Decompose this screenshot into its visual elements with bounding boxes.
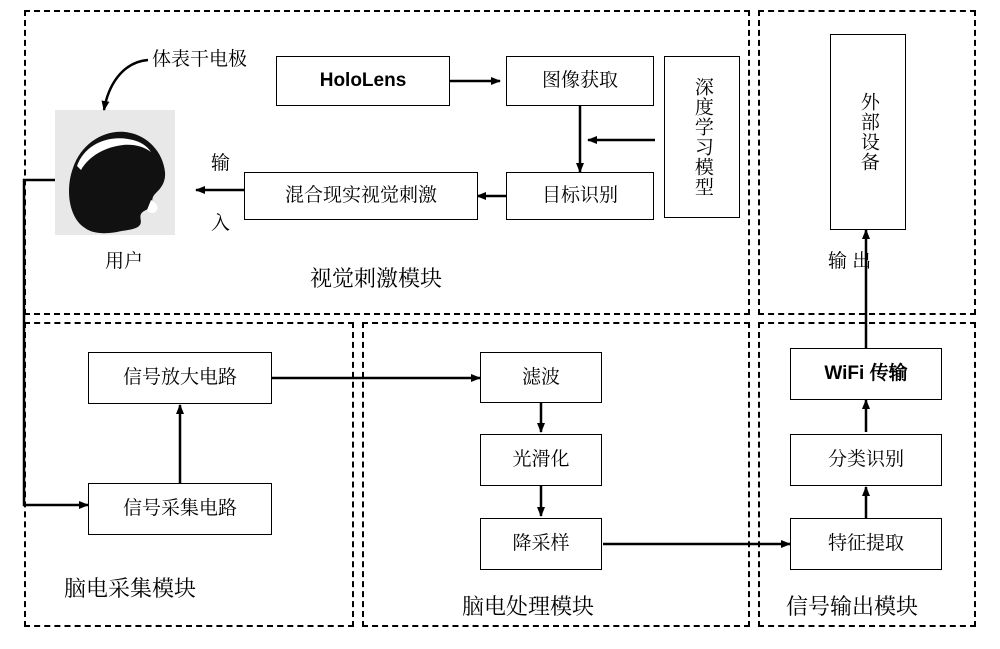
box-deep-learning-model[interactable]: 深度学习模型 <box>664 56 740 218</box>
module-title-eeg-processing: 脑电处理模块 <box>462 594 595 619</box>
box-mixed-reality-stimulus[interactable]: 混合现实视觉刺激 <box>244 172 478 220</box>
label-output: 输 出 <box>828 251 872 272</box>
box-smoothing[interactable]: 光滑化 <box>480 434 602 486</box>
label-input-character-2: 入 <box>211 213 231 234</box>
box-target-recognition[interactable]: 目标识别 <box>506 172 654 220</box>
label-user: 用户 <box>105 251 144 272</box>
box-wifi-transmission[interactable]: WiFi 传输 <box>790 348 942 400</box>
user-head-illustration <box>55 110 175 235</box>
box-hololens[interactable]: HoloLens <box>276 56 450 106</box>
box-feature-extraction[interactable]: 特征提取 <box>790 518 942 570</box>
label-input-character-1: 输 <box>211 153 231 174</box>
module-title-visual-stimulus: 视觉刺激模块 <box>310 266 443 291</box>
box-classification[interactable]: 分类识别 <box>790 434 942 486</box>
module-title-signal-output: 信号输出模块 <box>786 594 919 619</box>
box-filter[interactable]: 滤波 <box>480 352 602 403</box>
box-signal-acquisition[interactable]: 信号采集电路 <box>88 483 272 535</box>
box-signal-amplifier[interactable]: 信号放大电路 <box>88 352 272 404</box>
module-title-eeg-acquisition: 脑电采集模块 <box>64 576 197 601</box>
box-downsampling[interactable]: 降采样 <box>480 518 602 570</box>
label-dry-electrode: 体表干电极 <box>152 49 248 70</box>
box-external-device[interactable]: 外部设备 <box>830 34 906 230</box>
box-image-capture[interactable]: 图像获取 <box>506 56 654 106</box>
